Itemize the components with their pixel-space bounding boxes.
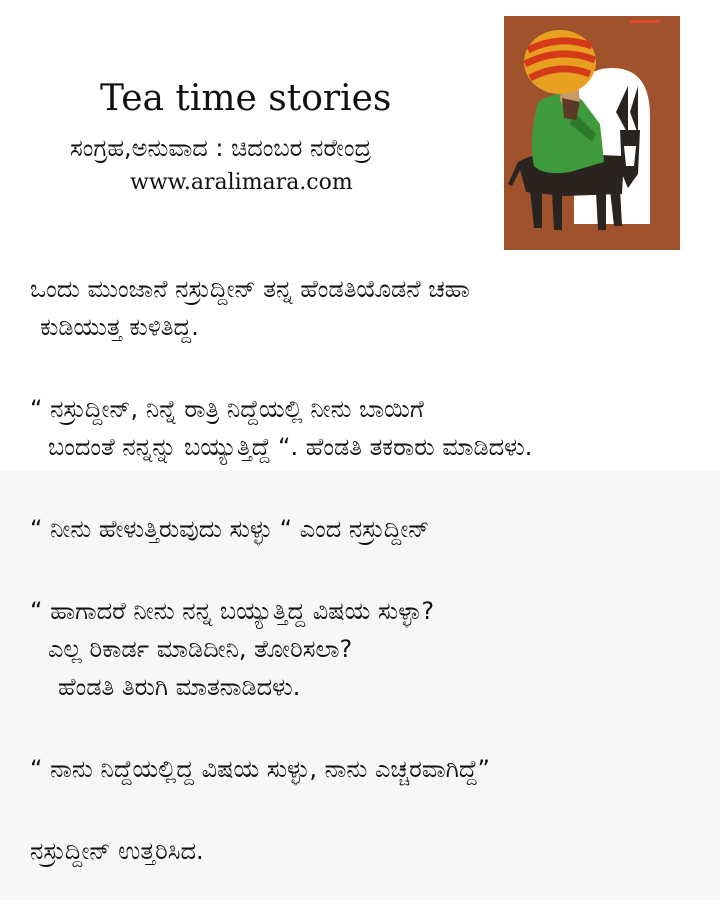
nasruddin-on-donkey-image [504,16,680,250]
page-subtitle: ಸಂಗ್ರಹ,ಅನುವಾದ : ಚಿದಂಬರ ನರೇಂದ್ರ [70,134,372,162]
story-line: “ ನೀನು ಹೇಳುತ್ತಿರುವುದು ಸುಳ್ಳು “ ಎಂದ ನಸ್ರುದ್ದೀನ್ [30,515,430,543]
story-line: ಕುಡಿಯುತ್ತ ಕುಳಿತಿದ್ದ. [40,313,199,341]
story-body [30,270,710,914]
story-line: “ ನಾನು ನಿದ್ದೆಯಲ್ಲಿದ್ದ ವಿಷಯ ಸುಳ್ಳು, ನಾನು ಎಚ್ಚರವಾಗಿದ್ದೆ” [30,755,490,783]
story-line: ಬಂದಂತೆ ನನ್ನನ್ನು ಬಯ್ಯುತ್ತಿದ್ದೆ “. ಹೆಂಡತಿ ತಕರಾರು ಮಾಡಿದಳು. [48,433,533,461]
story-paragraph [30,510,710,548]
story-paragraph [30,270,710,346]
story-line: ನಸ್ರುದ್ದೀನ್ ಉತ್ತರಿಸಿದ. [30,837,204,865]
story-line: “ ನಸ್ರುದ್ದೀನ್, ನಿನ್ನೆ ರಾತ್ರಿ ನಿದ್ದೆಯಲ್ಲಿ ನೀನು ಬಾಯಿಗೆ [30,395,424,423]
story-line: ಎಲ್ಲ ರಿಕಾರ್ಡ ಮಾಡಿದೀನಿ, ತೋರಿಸಲಾ? [48,635,353,663]
story-line: “ ಹಾಗಾದರೆ ನೀನು ನನ್ನ ಬಯ್ಯುತ್ತಿದ್ದ ವಿಷಯ ಸುಳ್ಳಾ? [30,597,435,625]
story-line: ಒಂದು ಮುಂಜಾನೆ ನಸ್ರುದ್ದೀನ್ ತನ್ನ ಹೆಂಡತಿಯೊಡನೆ ಚಹಾ [30,275,470,303]
story-line: ಹೆಂಡತಿ ತಿರುಗಿ ಮಾತನಾಡಿದಳು. [58,673,301,701]
story-paragraph [30,750,710,788]
header [0,0,720,260]
story-paragraph [30,832,710,870]
story-paragraph [30,390,710,466]
website-link[interactable]: www.aralimara.com [130,170,353,195]
story-paragraph [30,592,710,706]
page-title: Tea time stories [100,78,392,119]
nasruddin-illustration [504,16,680,250]
